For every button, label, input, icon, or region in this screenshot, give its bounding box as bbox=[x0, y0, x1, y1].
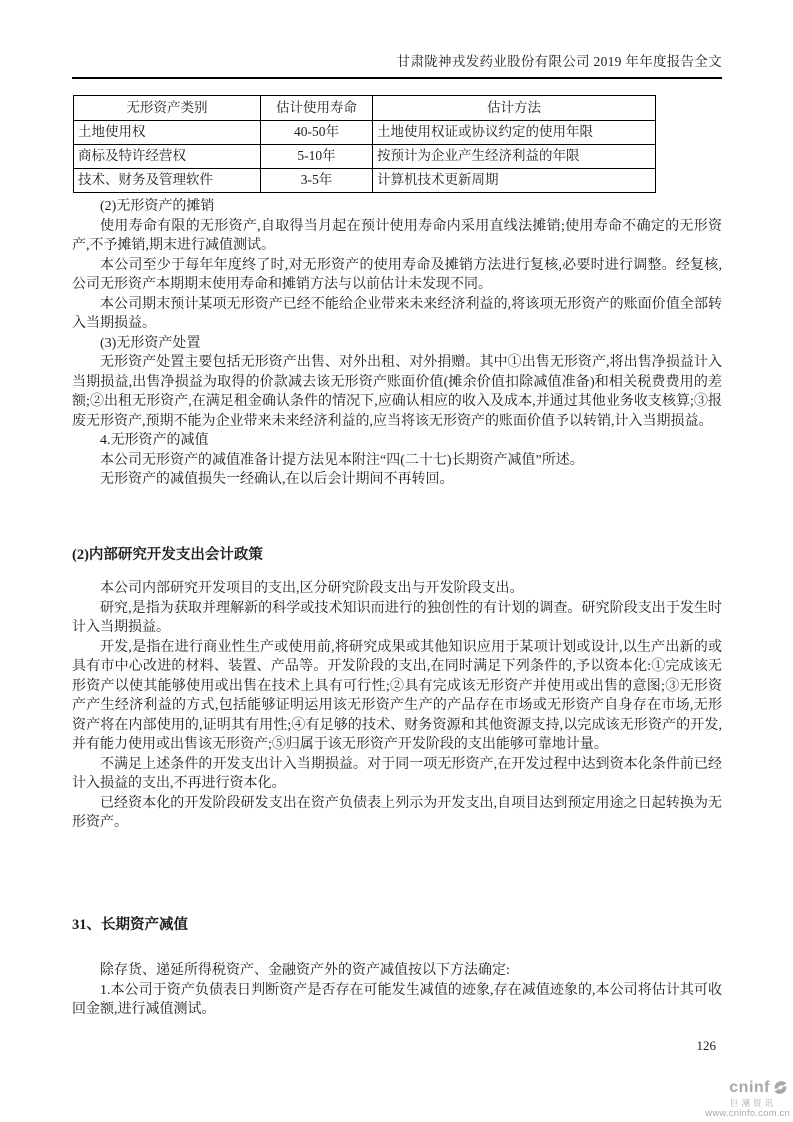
table-row bbox=[74, 169, 656, 193]
table-cell: 3-5年 bbox=[261, 169, 373, 193]
table-cell: 40-50年 bbox=[261, 121, 373, 145]
paragraph: 4.无形资产的减值 bbox=[100, 433, 209, 448]
table-cell: 5-10年 bbox=[261, 145, 373, 169]
table-header-row bbox=[74, 96, 656, 121]
section-rd-policy bbox=[72, 579, 722, 833]
table-row bbox=[74, 145, 656, 169]
paragraph: 开发,是指在进行商业性生产或使用前,将研究成果或其他知识应用于某项计划或设计,以生产出新的或具有市中心改进的材料、装置、产品等。开发阶段的支出,在同时满足下列条件的,予以资本化:①完成该无形资产以使其能够使用或出售在技术上具有可行性;②具有完成该无形资产并使用或出售的意图;③无形资产产生经济利益的方式,包括能够证明运用该无形资产生产的产品存在市场或无形资产自身存在市场,无形资产将在内部使用的,证明其有用性;④有足够的技术、财务资源和其他资源支持,以完成该无形资产的开发,并有能力使用或出售该无形资产;⑤归属于该无形资产开发阶段的支出能够可靠地计量。 bbox=[72, 639, 722, 752]
cninfo-logo-url: www.cninfo.com.cn bbox=[705, 1107, 790, 1119]
paragraph: 使用寿命有限的无形资产,自取得当月起在预计使用寿命内采用直线法摊销;使用寿命不确定的无形资产,不予摊销,期末进行减值测试。 bbox=[72, 218, 722, 253]
paragraph: 本公司至少于每年年度终了时,对无形资产的使用寿命及摊销方法进行复核,必要时进行调整。经复核,公司无形资产本期期末使用寿命和摊销方法与以前估计未发现不同。 bbox=[72, 257, 722, 292]
table-cell: 土地使用权证或协议约定的使用年限 bbox=[373, 121, 656, 145]
cninfo-swirl-icon bbox=[771, 1078, 790, 1097]
table-cell: 计算机技术更新周期 bbox=[373, 169, 656, 193]
column-header-category: 无形资产类别 bbox=[74, 96, 261, 121]
table-row bbox=[74, 121, 656, 145]
cninfo-watermark bbox=[704, 1078, 790, 1118]
section-amortization bbox=[72, 197, 722, 490]
table-cell: 技术、财务及管理软件 bbox=[74, 169, 261, 193]
table-cell: 按预计为企业产生经济利益的年限 bbox=[373, 145, 656, 169]
paragraph: 已经资本化的开发阶段研发支出在资产负债表上列示为开发支出,自项目达到预定用途之日起转换为无形资产。 bbox=[72, 795, 722, 830]
cninfo-logo-caption: 巨潮资讯 bbox=[729, 1098, 776, 1108]
section-heading-impairment: 31、长期资产减值 bbox=[72, 917, 188, 933]
intangible-assets-table bbox=[73, 95, 656, 193]
paragraph: 不满足上述条件的开发支出计入当期损益。对于同一项无形资产,在开发过程中达到资本化条件前已经计入损益的支出,不再进行资本化。 bbox=[72, 756, 722, 791]
paragraph: (3)无形资产处置 bbox=[100, 335, 201, 351]
running-head-title: 甘肃陇神戎发药业股份有限公司 2019 年年度报告全文 bbox=[72, 50, 722, 79]
paragraph: 本公司内部研究开发项目的支出,区分研究阶段支出与开发阶段支出。 bbox=[100, 581, 524, 596]
table-cell: 土地使用权 bbox=[74, 121, 261, 145]
page-number: 126 bbox=[696, 1038, 716, 1053]
paragraph: 除存货、递延所得税资产、金融资产外的资产减值按以下方法确定: bbox=[100, 963, 510, 978]
paragraph: 本公司无形资产的减值准备计提方法见本附注“四(二十七)长期资产减值”所述。 bbox=[100, 452, 584, 468]
section-impairment bbox=[72, 961, 722, 1020]
table-cell: 商标及特许经营权 bbox=[74, 145, 261, 169]
paragraph: 无形资产的减值损失一经确认,在以后会计期间不再转回。 bbox=[100, 472, 454, 487]
column-header-useful-life: 估计使用寿命 bbox=[261, 96, 373, 121]
paragraph: (2)无形资产的摊销 bbox=[100, 199, 215, 214]
paragraph: 本公司期末预计某项无形资产已经不能给企业带来未来经济利益的,将该项无形资产的账面价值全部转入当期损益。 bbox=[72, 296, 722, 331]
paragraph: 研究,是指为获取并理解新的科学或技术知识而进行的独创性的有计划的调查。研究阶段支出于发生时计入当期损益。 bbox=[72, 600, 722, 635]
paragraph: 无形资产处置主要包括无形资产出售、对外出租、对外捐赠。其中①出售无形资产,将出售净损益计入当期损益,出售净损益为取得的价款减去该无形资产账面价值(摊余价值扣除减值准备)和相关税费费用的差额;②出租无形资产,在满足租金确认条件的情况下,应确认相应的收入及成本,并通过其他业务收支核算;③报废无形资产,预期不能为企业带来未来经济利益的,应当将该无形资产的账面价值予以转销,计入当期损益。 bbox=[72, 355, 722, 429]
paragraph: 1.本公司于资产负债表日判断资产是否存在可能发生减值的迹象,存在减值迹象的,本公司将估计其可收回金额,进行减值测试。 bbox=[72, 982, 722, 1017]
cninfo-logo-text: cninf bbox=[729, 1078, 770, 1096]
section-heading-rd-policy: (2)内部研究开发支出会计政策 bbox=[72, 547, 263, 563]
column-header-method: 估计方法 bbox=[373, 96, 656, 121]
